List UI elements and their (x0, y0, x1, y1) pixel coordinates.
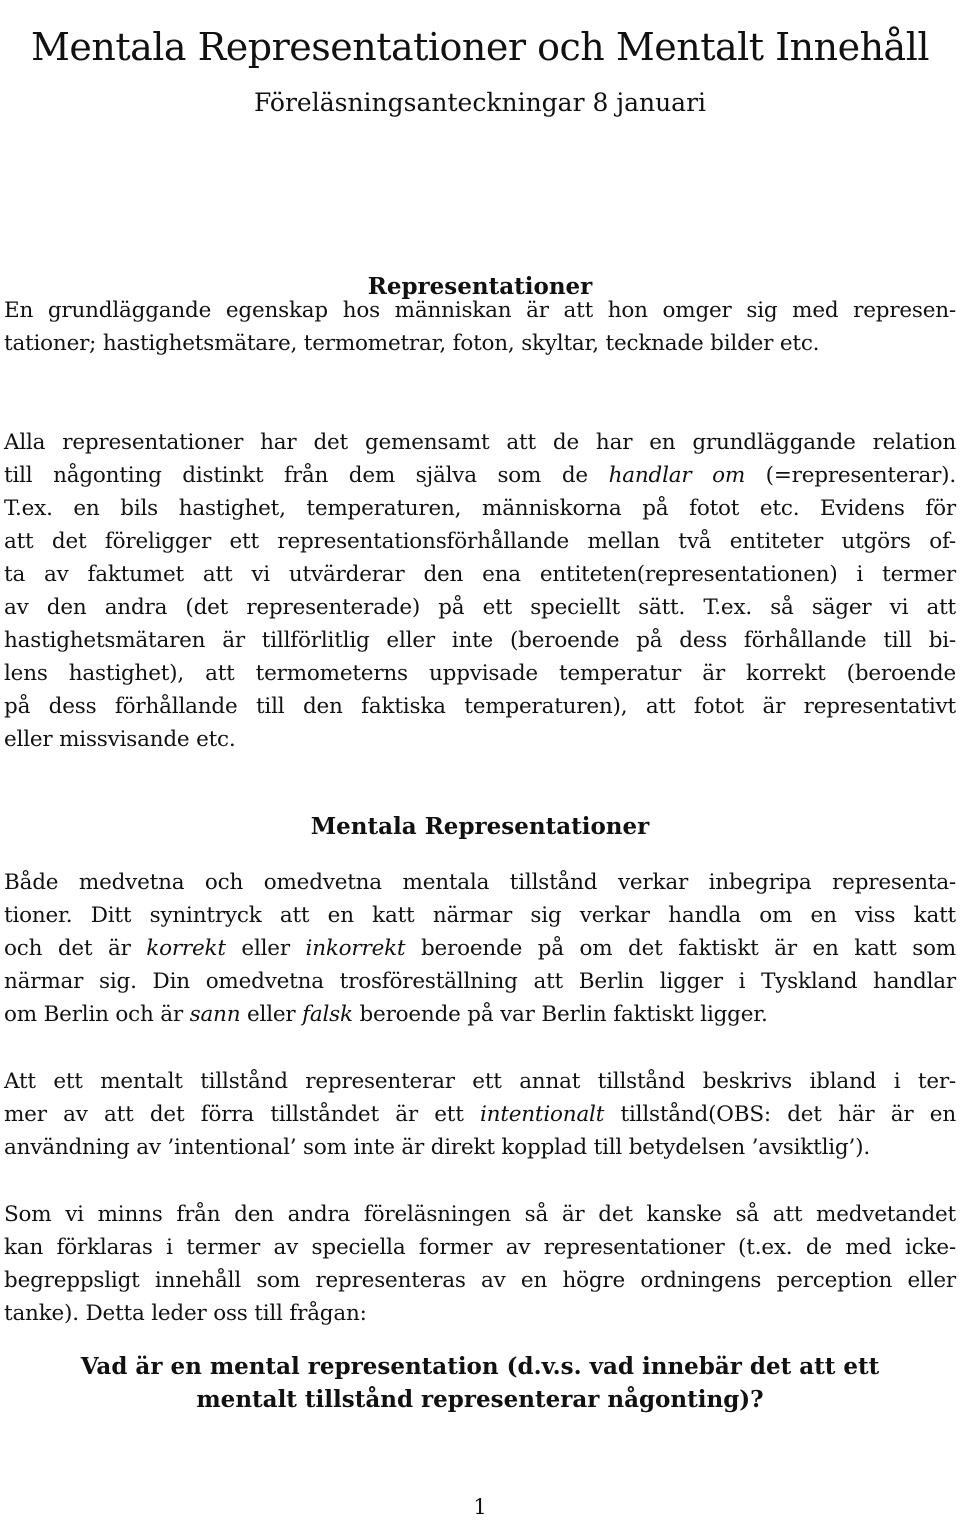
paragraph-line: Som vi minns från den andra föreläsningen så är det kanske så att medvetandet (4, 1202, 956, 1227)
paragraph-line: om Berlin och är sann eller falsk beroende på var Berlin faktiskt ligger. (4, 1002, 768, 1027)
section-heading-representationer: Representationer (367, 273, 593, 300)
paragraph-line: ta av faktumet att vi utvärderar den ena entiteten(representationen) i termer (4, 562, 956, 587)
paragraph-representations-relation (4, 426, 956, 756)
emphasis-text: korrekt (146, 936, 226, 961)
paragraph-mental-states (4, 866, 956, 1031)
paragraph-line: på dess förhållande till den faktiska temperaturen), att fotot är representativt (4, 694, 956, 719)
paragraph-line: Alla representationer har det gemensamt att de har en grundläggande relation (4, 430, 956, 455)
document-title: Mentala Representationer och Mentalt Innehåll (30, 25, 930, 70)
paragraph-line: mer av att det förra tillståndet är ett intentionalt tillstånd(OBS: det här är en (4, 1102, 956, 1127)
question-line: Vad är en mental representation (d.v.s. vad innebär det att ett (80, 1353, 880, 1380)
emphasis-text: falsk (302, 1002, 353, 1027)
paragraph-consciousness (4, 1198, 956, 1330)
paragraph-line: att det föreligger ett representationsförhållande mellan två entiteter utgörs of- (4, 529, 956, 554)
paragraph-intentional (4, 1065, 956, 1164)
paragraph-line: T.ex. en bils hastighet, temperaturen, människorna på fotot etc. Evidens för (4, 496, 956, 521)
page-number: 1 (473, 1495, 487, 1519)
paragraph-line: användning av ’intentional’ som inte är direkt kopplad till betydelsen ’avsiktlig’). (4, 1135, 870, 1160)
paragraph-intro (4, 294, 956, 360)
emphasis-text: sann (189, 1002, 241, 1027)
paragraph-line: tanke). Detta leder oss till frågan: (4, 1301, 367, 1326)
paragraph-line: Både medvetna och omedvetna mentala tillstånd verkar inbegripa representa- (4, 870, 956, 895)
emphasis-text: intentionalt (480, 1102, 605, 1127)
paragraph-line: En grundläggande egenskap hos människan är att hon omger sig med represen- (4, 298, 956, 323)
paragraph-line: av den andra (det representerade) på ett speciellt sätt. T.ex. så säger vi att (4, 595, 956, 620)
paragraph-line: och det är korrekt eller inkorrekt beroende på om det faktiskt är en katt som (4, 936, 956, 961)
paragraph-line: tationer; hastighetsmätare, termometrar, foton, skyltar, tecknade bilder etc. (4, 331, 820, 356)
paragraph-line: kan förklaras i termer av speciella former av representationer (t.ex. de med icke- (4, 1235, 956, 1260)
section-heading-mentala-representationer: Mentala Representationer (310, 813, 650, 840)
document-subtitle: Föreläsningsanteckningar 8 januari (253, 88, 707, 117)
paragraph-line: lens hastighet), att termometerns uppvisade temperatur är korrekt (beroende (4, 661, 956, 686)
central-question (0, 1350, 960, 1416)
emphasis-text: handlar om (608, 463, 746, 488)
paragraph-line: tioner. Ditt synintryck att en katt närmar sig verkar handla om en viss katt (4, 903, 956, 928)
paragraph-line: Att ett mentalt tillstånd representerar ett annat tillstånd beskrivs ibland i ter- (4, 1069, 956, 1094)
paragraph-line: till någonting distinkt från dem själva som de handlar om (=representerar). (4, 463, 956, 488)
question-line: mentalt tillstånd representerar någonting)? (196, 1386, 764, 1413)
paragraph-line: närmar sig. Din omedvetna trosföreställning att Berlin ligger i Tyskland handlar (4, 969, 956, 994)
emphasis-text: inkorrekt (305, 936, 406, 961)
paragraph-line: hastighetsmätaren är tillförlitlig eller inte (beroende på dess förhållande till bi- (4, 628, 956, 653)
paragraph-line: begreppsligt innehåll som representeras av en högre ordningens perception eller (4, 1268, 956, 1293)
paragraph-line: eller missvisande etc. (4, 727, 236, 752)
